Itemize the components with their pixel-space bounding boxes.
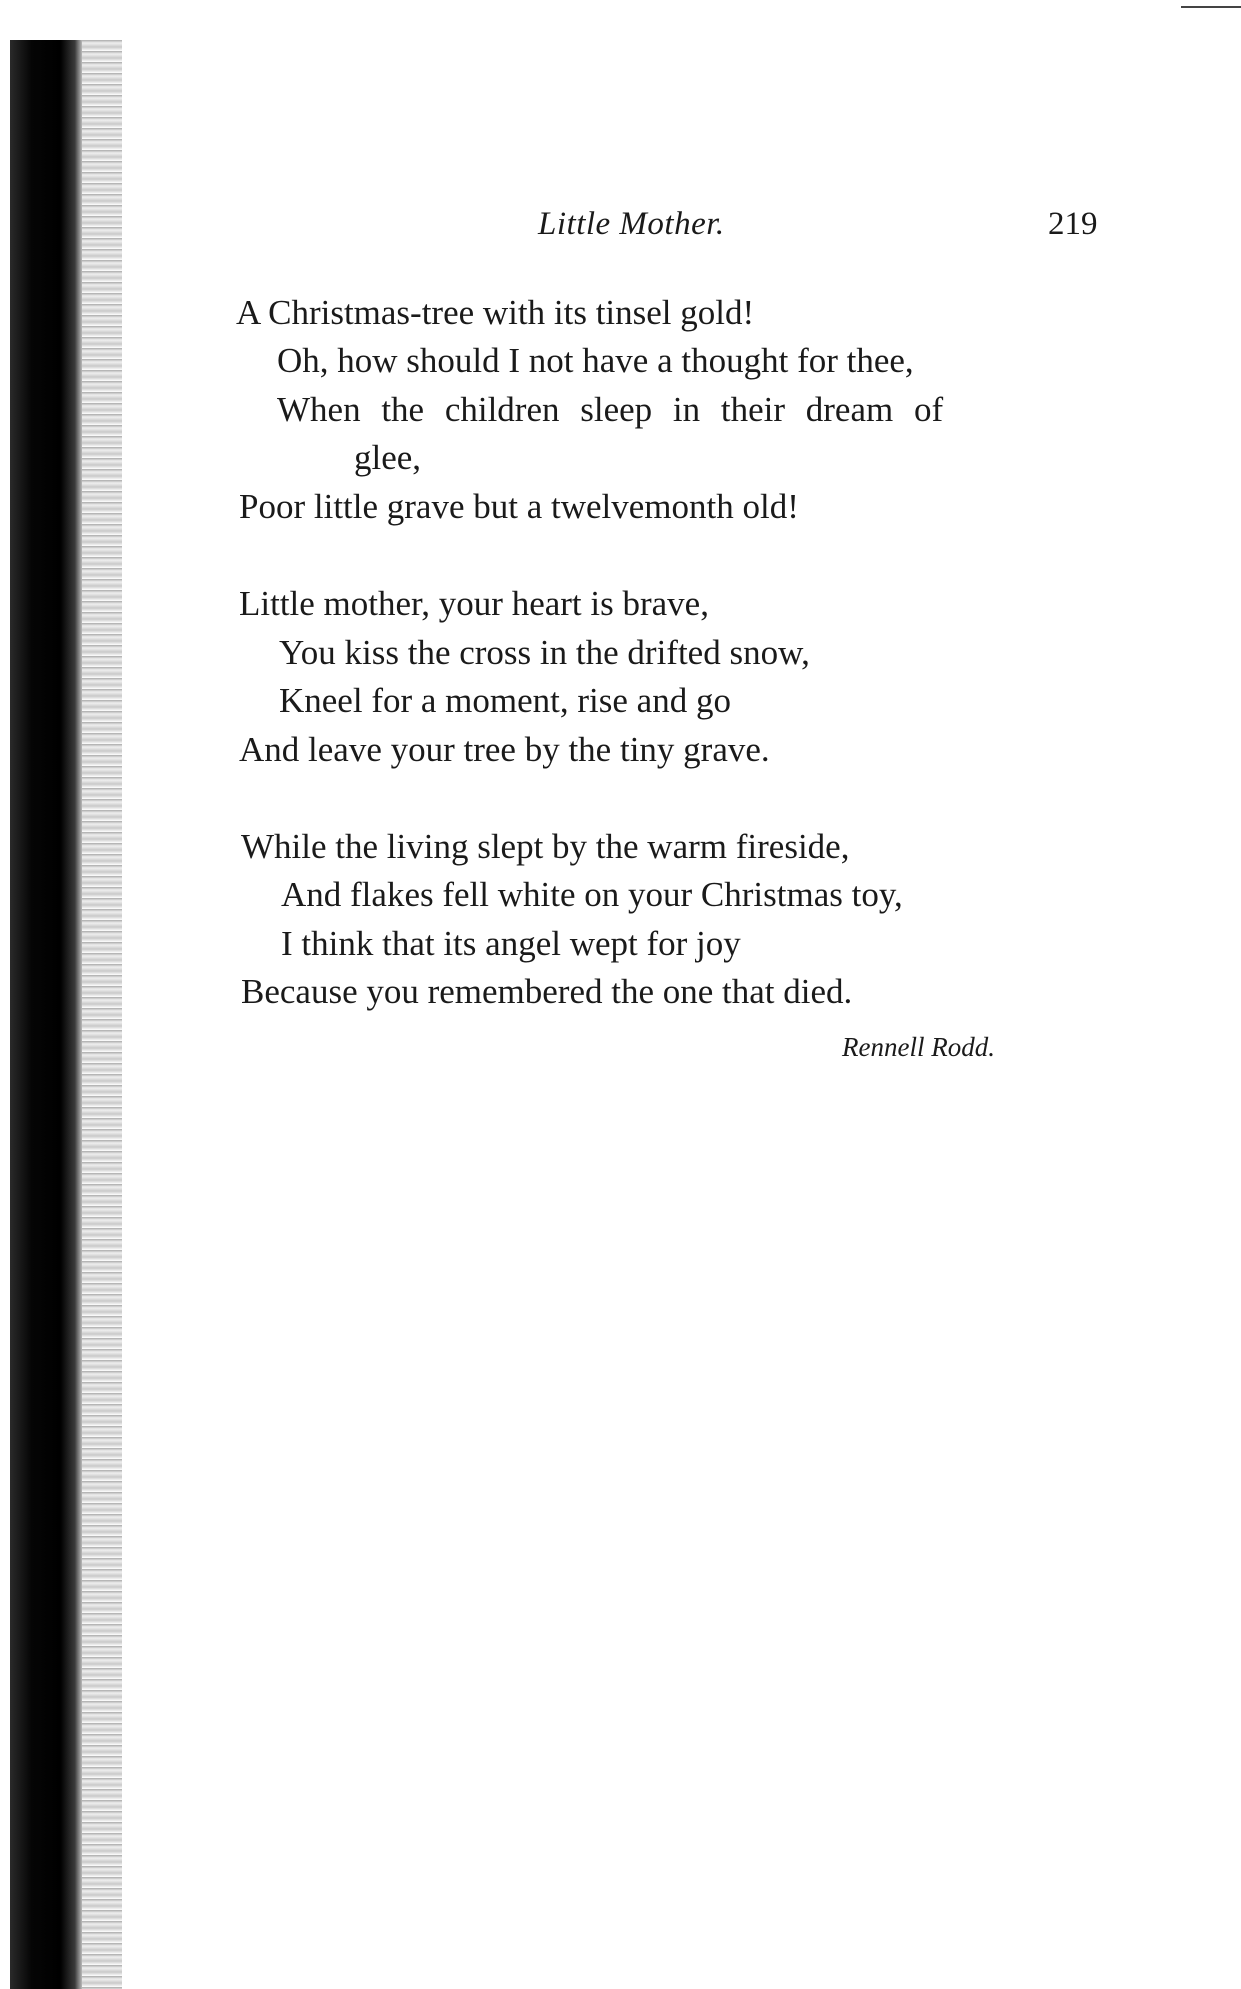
poem-line: When the children sleep in their dream of bbox=[277, 390, 944, 429]
poem-attribution: Rennell Rodd. bbox=[842, 1032, 995, 1062]
poem-line: Kneel for a moment, rise and go bbox=[279, 681, 731, 720]
running-title: Little Mother. bbox=[538, 206, 725, 242]
binding-shadow bbox=[10, 40, 82, 1989]
poem-line: While the living slept by the warm fireside, bbox=[241, 827, 850, 866]
poem-line: And flakes fell white on your Christmas toy, bbox=[281, 875, 903, 914]
poem-line: I think that its angel wept for joy bbox=[281, 924, 741, 963]
poem-line: You kiss the cross in the drifted snow, bbox=[279, 633, 810, 672]
poem-line: Little mother, your heart is brave, bbox=[239, 584, 709, 623]
poem-line: Poor little grave but a twelvemonth old! bbox=[239, 487, 799, 526]
scan-edge-rule bbox=[1181, 6, 1241, 8]
poem-line: A Christmas-tree with its tinsel gold! bbox=[236, 293, 755, 332]
poem-line: Because you remembered the one that died. bbox=[241, 972, 853, 1011]
poem-line: Oh, how should I not have a thought for thee, bbox=[277, 341, 914, 380]
poem-line: glee, bbox=[354, 438, 422, 477]
poem-line: And leave your tree by the tiny grave. bbox=[239, 730, 770, 769]
page-number: 219 bbox=[1048, 206, 1098, 242]
binding-edge bbox=[82, 40, 122, 1989]
